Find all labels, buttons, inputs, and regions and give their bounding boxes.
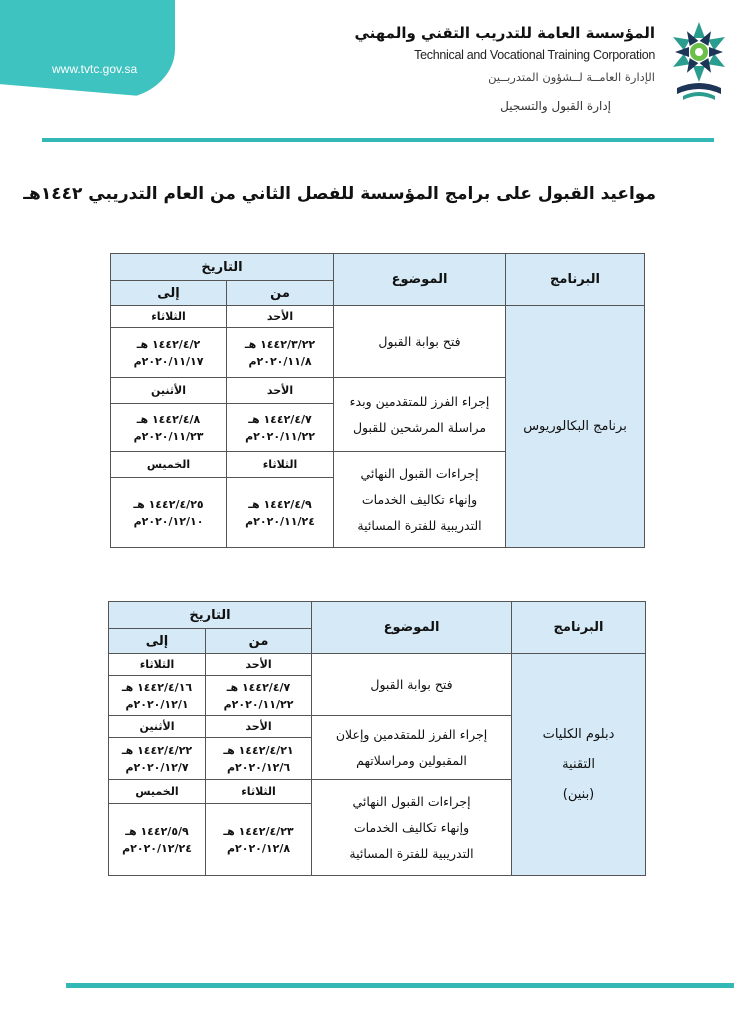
from-header: من xyxy=(227,281,334,306)
from-date: ١٤٤٢/٤/٧ هـ ٢٠٢٠/١١/٢٢م xyxy=(227,404,334,452)
footer-divider xyxy=(66,983,734,988)
from-day: الأحد xyxy=(206,654,312,676)
to-day: الأثنين xyxy=(111,378,227,404)
from-date: ١٤٤٢/٤/٢١ هـ ٢٠٢٠/١٢/٦م xyxy=(206,738,312,780)
from-date: ١٤٤٢/٤/٢٣ هـ ٢٠٢٠/١٢/٨م xyxy=(206,804,312,876)
program-header: البرنامج xyxy=(512,602,646,654)
department-line-1: الإدارة العامــة لــشؤون المتدربــين xyxy=(488,70,655,84)
to-day: الثلاثاء xyxy=(109,654,206,676)
topic-cell: فتح بوابة القبول xyxy=(312,654,512,716)
schedule-table-diploma xyxy=(108,601,646,876)
to-date: ١٤٤٢/٤/٢٥ هـ ٢٠٢٠/١٢/١٠م xyxy=(111,478,227,548)
to-header: إلى xyxy=(111,281,227,306)
topic-cell: إجراء الفرز للمتقدمين وإعلان المقبولين ومراسلاتهم xyxy=(312,716,512,780)
from-date: ١٤٤٢/٤/٩ هـ ٢٠٢٠/١١/٢٤م xyxy=(227,478,334,548)
from-date: ١٤٤٢/٤/٧ هـ ٢٠٢٠/١١/٢٢م xyxy=(206,676,312,716)
org-name-english: Technical and Vocational Training Corporation xyxy=(414,48,655,62)
program-cell: دبلوم الكليات التقنية (بنين) xyxy=(512,654,646,876)
from-day: الأحد xyxy=(206,716,312,738)
date-header: التاريخ xyxy=(111,254,334,281)
from-header: من xyxy=(206,629,312,654)
date-header: التاريخ xyxy=(109,602,312,629)
to-day: الثلاثاء xyxy=(111,306,227,328)
from-day: الأحد xyxy=(227,306,334,328)
page-title: مواعيد القبول على برامج المؤسسة للفصل الثاني من العام التدريبي ١٤٤٢هـ xyxy=(23,184,656,204)
topic-header: الموضوع xyxy=(334,254,506,306)
from-day: الثلاثاء xyxy=(206,780,312,804)
from-date: ١٤٤٢/٣/٢٢ هـ ٢٠٢٠/١١/٨م xyxy=(227,328,334,378)
tvtc-logo-icon xyxy=(661,18,737,104)
schedule-table-bachelor xyxy=(110,253,645,548)
to-date: ١٤٤٢/٤/٢٢ هـ ٢٠٢٠/١٢/٧م xyxy=(109,738,206,780)
from-day: الثلاثاء xyxy=(227,452,334,478)
org-name-arabic: المؤسسة العامة للتدريب التقني والمهني xyxy=(354,24,655,42)
to-day: الخميس xyxy=(109,780,206,804)
to-date: ١٤٤٢/٤/٨ هـ ٢٠٢٠/١١/٢٣م xyxy=(111,404,227,452)
to-header: إلى xyxy=(109,629,206,654)
from-day: الأحد xyxy=(227,378,334,404)
topic-cell: إجراءات القبول النهائي وإنهاء تكاليف الخدمات التدريبية للفترة المسائية xyxy=(334,452,506,548)
to-date: ١٤٤٢/٤/١٦ هـ ٢٠٢٠/١٢/١م xyxy=(109,676,206,716)
program-cell: برنامج البكالوريوس xyxy=(506,306,645,548)
department-line-2: إدارة القبول والتسجيل xyxy=(500,99,611,113)
topic-cell: إجراءات القبول النهائي وإنهاء تكاليف الخدمات التدريبية للفترة المسائية xyxy=(312,780,512,876)
topic-cell: إجراء الفرز للمتقدمين وبدء مراسلة المرشحين للقبول xyxy=(334,378,506,452)
program-header: البرنامج xyxy=(506,254,645,306)
to-date: ١٤٤٢/٥/٩ هـ ٢٠٢٠/١٢/٢٤م xyxy=(109,804,206,876)
to-day: الخميس xyxy=(111,452,227,478)
topic-header: الموضوع xyxy=(312,602,512,654)
website-url[interactable]: www.tvtc.gov.sa xyxy=(52,62,138,76)
topic-cell: فتح بوابة القبول xyxy=(334,306,506,378)
to-day: الأثنين xyxy=(109,716,206,738)
header-ribbon xyxy=(0,0,175,99)
to-date: ١٤٤٢/٤/٢ هـ ٢٠٢٠/١١/١٧م xyxy=(111,328,227,378)
header-divider xyxy=(42,138,714,142)
